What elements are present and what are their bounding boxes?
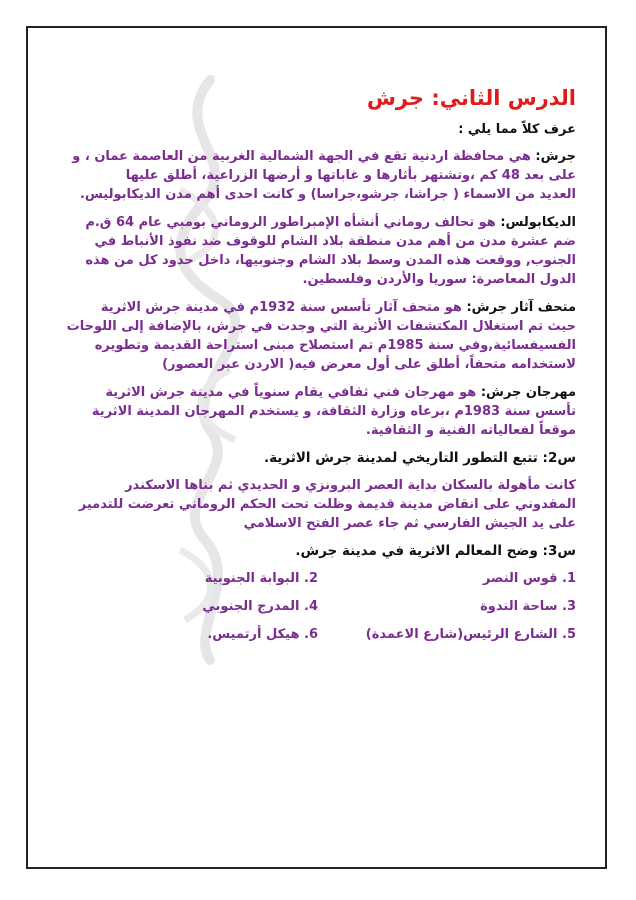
section-line <box>60 298 576 317</box>
answer-2 <box>60 476 576 533</box>
question-3: س3: وضح المعالم الاثرية في مدينة جرش. <box>295 543 576 559</box>
lesson-title: الدرس الثاني: جرش <box>366 86 576 110</box>
list-item: 2. البوابة الجنوبية <box>204 571 318 586</box>
section-text: هو مهرجان فني ثقافي يقام سنوياً في مدينة جرش الاثرية <box>105 385 477 400</box>
section-jerash <box>60 147 576 204</box>
section-line: الجنوب, ووقعت هذه المدن وسط بلاد الشام وجنوبيها، داخل حدود كل من هذه <box>85 253 576 268</box>
section-term: جرش: <box>535 149 576 164</box>
section-line <box>60 383 576 402</box>
section-line: موقعاً لفعالياته الفنية و الثقافية. <box>365 423 576 438</box>
section-festival <box>60 383 576 440</box>
list-item: 3. ساحة الندوة <box>480 599 576 614</box>
section-museum <box>60 298 576 374</box>
section-line: العديد من الاسماء ( جراشا، جرشو،جراسا) و كانت احدى أهم مدن الديكابوليس. <box>79 187 576 202</box>
question-2: س2: تتبع التطور التاريخي لمدينة جرش الاثرية. <box>263 450 576 466</box>
section-text: هو متحف آثار تأسس سنة 1932م في مدينة جرش الاثرية <box>100 300 462 315</box>
section-line: على بعد 48 كم ،وتشتهر بأثارها و غاباتها و أرضها الزراعية، أطلق عليها <box>125 168 576 183</box>
section-decapolis <box>60 213 576 289</box>
list-item: 1. قوس النصر <box>482 571 576 586</box>
section-text: هو تحالف روماني أنشأه الإمبراطور الروماني بومبي عام 64 ق.م <box>85 215 496 230</box>
section-line: لاستخدامه متحفاً، أطلق على أول معرض فيه( الاردن عبر العصور) <box>162 357 576 372</box>
answer-line: المقدوني على انقاض مدينة قديمة وظلت تحت الحكم الروماني تعرضت للتدمير <box>78 497 576 512</box>
list-item: 4. المدرج الجنوبي <box>202 599 318 614</box>
section-term: الديكابولس: <box>500 215 576 230</box>
answer-line: كانت مأهولة بالسكان بداية العصر البرونزي و الحديدي ثم بناها الاسكندر <box>125 478 576 493</box>
lesson-content <box>60 86 576 642</box>
list-item: 6. هيكل أرتميس. <box>207 627 318 642</box>
section-line: الدول المعاصرة: سوريا والأردن وفلسطين. <box>302 272 576 287</box>
section-line: ضم عشرة مدن من أهم مدن منطقة بلاد الشام للوقوف ضد نفوذ الأنباط في <box>94 234 576 249</box>
section-term: مهرجان جرش: <box>480 385 576 400</box>
section-term: متحف آثار جرش: <box>466 300 576 315</box>
landmarks-list <box>60 571 576 642</box>
section-line: الفسيفسائية,وفي سنة 1985م تم استصلاح مبنى استراحة القديمة وتطويره <box>94 338 576 353</box>
section-line <box>60 213 576 232</box>
list-item: 5. الشارع الرئيس(شارع الاعمدة) <box>365 627 576 642</box>
section-line: حيث تم استغلال المكتشفات الأثرية التي وجدت في جرش، بالإضافة إلى اللوحات <box>66 319 576 334</box>
section-line <box>60 147 576 166</box>
section-text: هي محافظة اردنية تقع في الجهة الشمالية الغربية من العاصمة عمان ، و <box>72 149 531 164</box>
answer-line: على يد الجيش الفارسي ثم جاء عصر الفتح الاسلامي <box>243 516 576 531</box>
intro-line: عرف كلاً مما يلي : <box>458 122 576 137</box>
section-line: تأسس سنة 1983م ،برعاه وزارة الثقافة، و يستخدم المهرجان المدينة الاثرية <box>91 404 576 419</box>
